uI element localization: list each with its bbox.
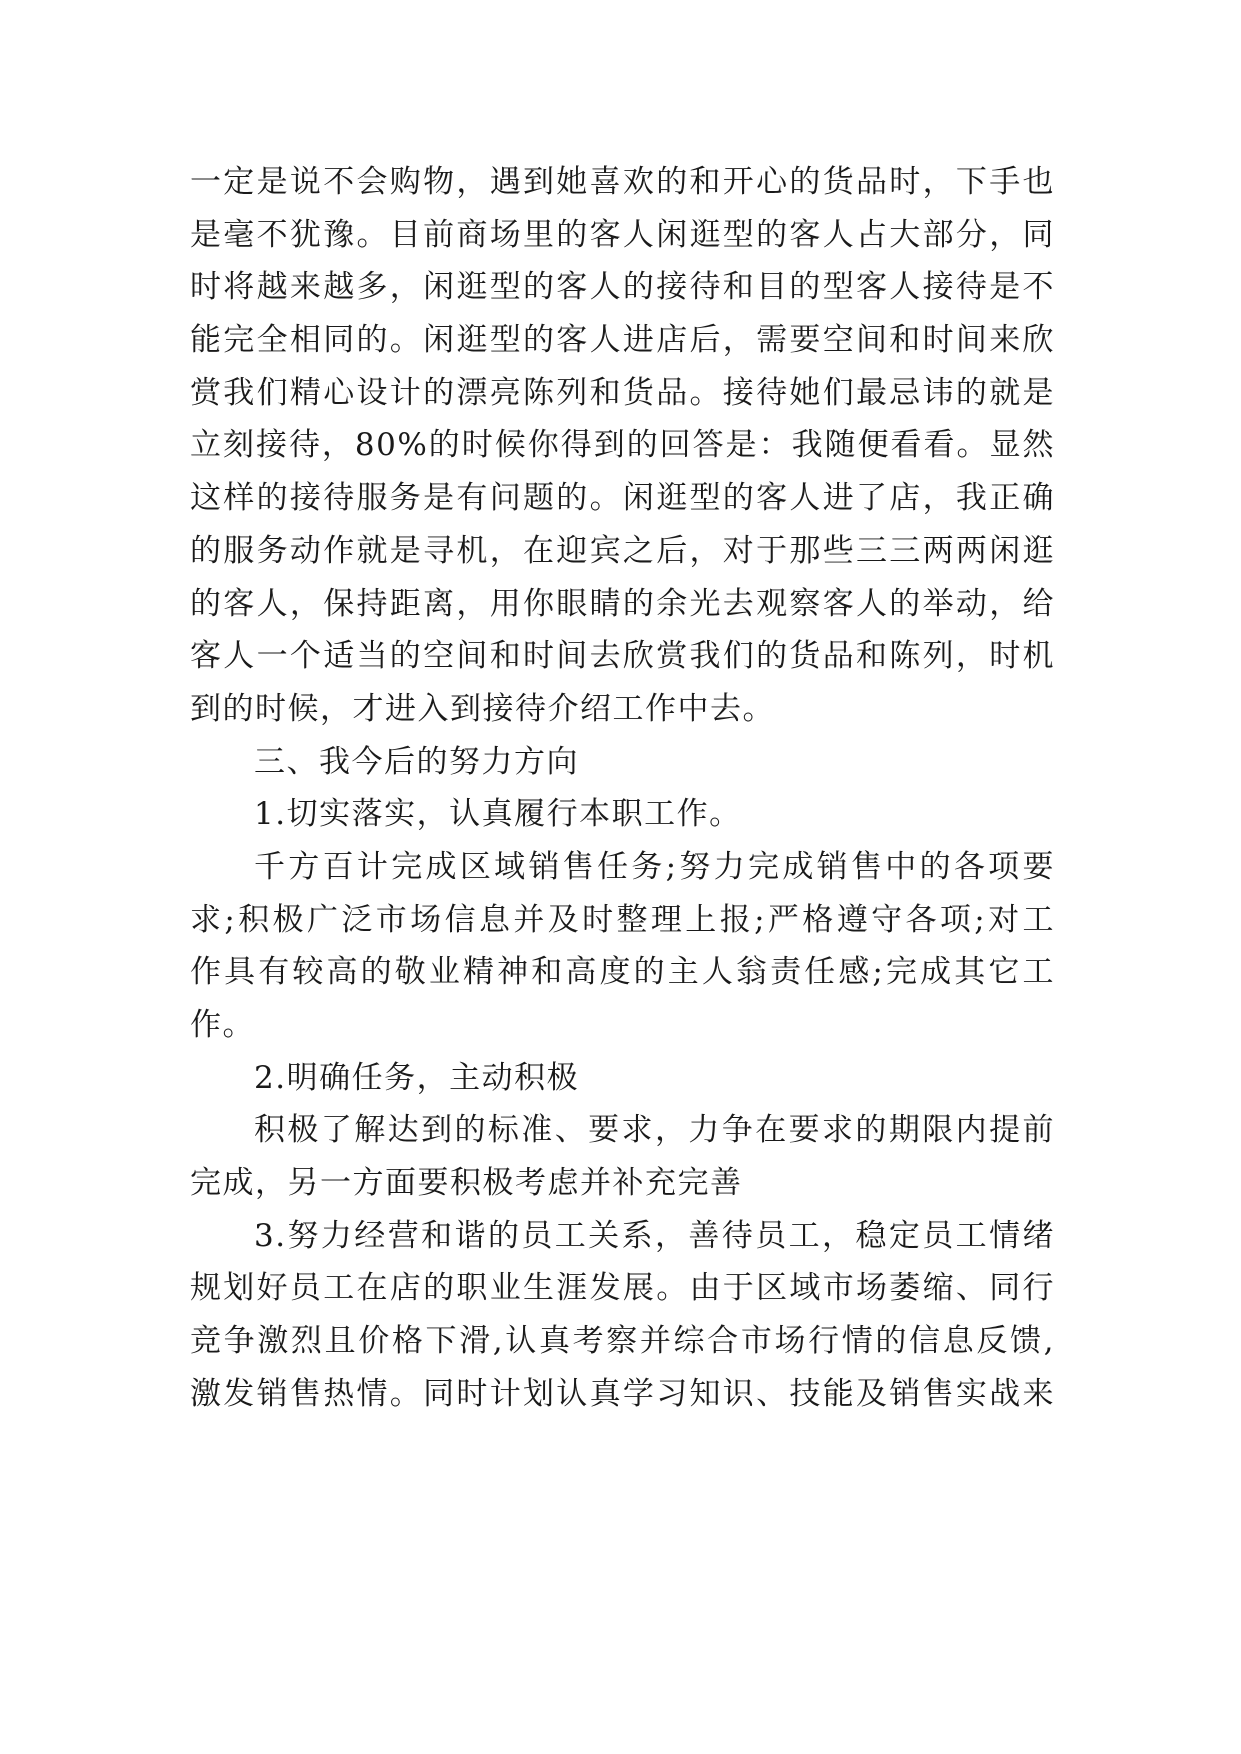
text-line: 激发销售热情。同时计划认真学习知识、技能及销售实战来 — [190, 1375, 1055, 1412]
text-line: 1.切实落实，认真履行本职工作。 — [254, 796, 742, 833]
text-line: 客人一个适当的空间和时间去欣赏我们的货品和陈列，时机 — [190, 638, 1055, 675]
text-line: 三、我今后的努力方向 — [254, 743, 579, 780]
text-line: 求;积极广泛市场信息并及时整理上报;严格遵守各项;对工 — [190, 901, 1055, 938]
text-line: 能完全相同的。闲逛型的客人进店后，需要空间和时间来欣 — [190, 322, 1055, 359]
text-line: 积极了解达到的标准、要求，力争在要求的期限内提前 — [254, 1112, 1055, 1149]
text-line: 是毫不犹豫。目前商场里的客人闲逛型的客人占大部分，同 — [190, 216, 1055, 253]
text-line: 千方百计完成区域销售任务;努力完成销售中的各项要 — [254, 848, 1055, 885]
text-line: 的服务动作就是寻机，在迎宾之后，对于那些三三两两闲逛 — [190, 532, 1055, 569]
text-line: 时将越来越多，闲逛型的客人的接待和目的型客人接待是不 — [190, 269, 1055, 306]
text-line: 一定是说不会购物，遇到她喜欢的和开心的货品时，下手也 — [190, 164, 1055, 200]
text-line: 3.努力经营和谐的员工关系，善待员工，稳定员工情绪 — [254, 1217, 1055, 1254]
text-line: 作。 — [190, 1007, 255, 1043]
text-line: 的客人，保持距离，用你眼睛的余光去观察客人的举动，给 — [190, 585, 1055, 622]
text-line: 竞争激烈且价格下滑,认真考察并综合市场行情的信息反馈, — [190, 1323, 1055, 1360]
text-line: 作具有较高的敬业精神和高度的主人翁责任感;完成其它工 — [190, 954, 1055, 991]
text-line: 规划好员工在店的职业生涯发展。由于区域市场萎缩、同行 — [190, 1270, 1055, 1307]
text-line: 到的时候，才进入到接待介绍工作中去。 — [190, 690, 775, 727]
text-line: 完成，另一方面要积极考虑并补充完善 — [190, 1165, 743, 1202]
text-line: 这样的接待服务是有问题的。闲逛型的客人进了店，我正确 — [190, 480, 1055, 517]
document-body — [190, 156, 1055, 1421]
text-line: 2.明确任务，主动积极 — [254, 1059, 580, 1096]
text-line: 立刻接待，80%的时候你得到的回答是：我随便看看。显然 — [190, 427, 1055, 464]
text-line: 赏我们精心设计的漂亮陈列和货品。接待她们最忌讳的就是 — [190, 374, 1055, 411]
